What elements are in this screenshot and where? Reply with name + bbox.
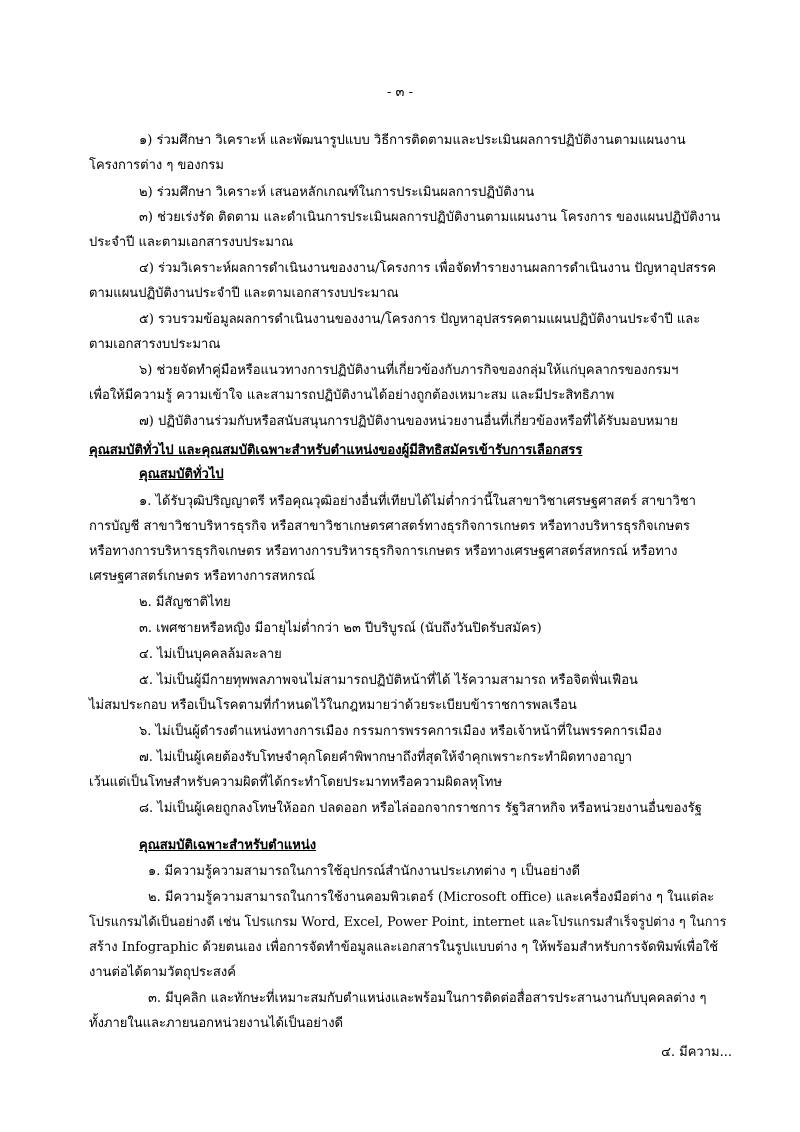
general-4: ๔. ไม่เป็นบุคคลล้มละลาย: [139, 647, 282, 662]
general-8: ๘. ไม่เป็นผู้เคยถูกลงโทษให้ออก ปลดออก หรือไล่ออกจากราชการ รัฐวิสาหกิจ หรือหน่วยงานอื่นของรัฐ: [139, 801, 702, 816]
general-5-line-1: ๕. ไม่เป็นผู้มีกายทุพพลภาพจนไม่สามารถปฏิบัติหน้าที่ได้ ไร้ความสามารถ หรือจิตฟั่นเฟือน: [139, 673, 638, 688]
duty-3-line-1: ๓) ช่วยเร่งรัด ติดตาม และดำเนินการประเมินผลการปฏิบัติงานตามแผนงาน โครงการ ของแผนปฏิบัติงาน: [139, 210, 721, 225]
duty-1-line-1: ๑) ร่วมศึกษา วิเคราะห์ และพัฒนารูปแบบ วิธีการติดตามและประเมินผลการปฏิบัติงานตามแผนงาน: [139, 133, 686, 148]
duty-6-line-2: เพื่อให้มีความรู้ ความเข้าใจ และสามารถปฏิบัติงานได้อย่างถูกต้องเหมาะสม และมีประสิทธิภาพ: [89, 388, 615, 403]
general-2: ๒. มีสัญชาติไทย: [139, 595, 231, 610]
general-1-line-3: หรือทางการบริหารธุรกิจเกษตร หรือทางการบริหารธุรกิจการเกษตร หรือทางเศรษฐศาสตร์สหกรณ์ หรือทาง: [89, 544, 678, 559]
general-qualifications-heading: คุณสมบัติทั่วไป: [139, 467, 224, 482]
duty-6-line-1: ๖) ช่วยจัดทำคู่มือหรือแนวทางการปฏิบัติงานที่เกี่ยวข้องกับภารกิจของกลุ่มให้แก่บุคลากรของกรมฯ: [139, 363, 679, 378]
duty-3-line-2: ประจำปี และตามเอกสารงบประมาณ: [89, 235, 294, 250]
general-1-line-4: เศรษฐศาสตร์เกษตร หรือทางการสหกรณ์: [89, 569, 315, 584]
specific-3-line-1: ๓. มีบุคลิก และทักษะที่เหมาะสมกับตำแหน่งและพร้อมในการติดต่อสื่อสารประสานงานกับบุคคลต่าง ๆ: [148, 991, 707, 1006]
general-1-line-1: ๑. ได้รับวุฒิปริญญาตรี หรือคุณวุฒิอย่างอื่นที่เทียบได้ไม่ต่ำกว่านี้ในสาขาวิชาเศรษฐศาสตร์ สาขาวิชา: [139, 494, 696, 509]
specific-qualifications-heading: คุณสมบัติเฉพาะสำหรับตำแหน่ง: [139, 838, 317, 853]
duty-1-line-2: โครงการต่าง ๆ ของกรม: [89, 158, 224, 173]
general-3: ๓. เพศชายหรือหญิง มีอายุไม่ต่ำกว่า ๒๓ ปีบริบูรณ์ (นับถึงวันปิดรับสมัคร): [139, 621, 542, 636]
specific-2-line-3: สร้าง Infographic ด้วยตนเอง เพื่อการจัดทำข้อมูลและเอกสารในรูปแบบต่าง ๆ ให้พร้อมสำหรับการจัดพิมพ์เพื่อใช้: [89, 940, 719, 955]
general-1-line-2: การบัญชี สาขาวิชาบริหารธุรกิจ หรือสาขาวิชาเกษตรศาสตร์ทางธุรกิจการเกษตร หรือทางบริหารธุรกิจเกษตร: [89, 519, 690, 534]
duty-4-line-1: ๔) ร่วมวิเคราะห์ผลการดำเนินงานของงาน/โครงการ เพื่อจัดทำรายงานผลการดำเนินงาน ปัญหาอุปสรรค: [139, 261, 717, 276]
duty-4-line-2: ตามแผนปฏิบัติงานประจำปี และตามเอกสารงบประมาณ: [89, 286, 399, 301]
footer-continuation: ๔. มีความ...: [661, 1045, 732, 1060]
duty-5-line-2: ตามเอกสารงบประมาณ: [89, 337, 221, 352]
specific-3-line-2: ทั้งภายในและภายนอกหน่วยงานได้เป็นอย่างดี: [89, 1016, 344, 1031]
general-5-line-2: ไม่สมประกอบ หรือเป็นโรคตามที่กำหนดไว้ในกฎหมายว่าด้วยระเบียบข้าราชการพลเรือน: [89, 698, 577, 713]
qualifications-section-heading: คุณสมบัติทั่วไป และคุณสมบัติเฉพาะสำหรับตำแหน่งของผู้มีสิทธิสมัครเข้ารับการเลือกสรร: [89, 443, 583, 458]
specific-2-line-1: ๒. มีความรู้ความสามารถในการใช้งานคอมพิวเตอร์ (Microsoft office) และเครื่องมือต่าง ๆ ในแต่ละ: [148, 890, 715, 905]
general-7-line-2: เว้นแต่เป็นโทษสำหรับความผิดที่ได้กระทำโดยประมาทหรือความผิดลหุโทษ: [89, 775, 503, 790]
duty-5-line-1: ๕) รวบรวมข้อมูลผลการดำเนินงานของงาน/โครงการ ปัญหาอุปสรรคตามแผนปฏิบัติงานประจำปี และ: [139, 312, 701, 327]
page-number: - ๓ -: [387, 85, 413, 100]
specific-1: ๑. มีความรู้ความสามารถในการใช้อุปกรณ์สำนักงานประเภทต่าง ๆ เป็นอย่างดี: [148, 864, 581, 879]
specific-2-line-2: โปรแกรมได้เป็นอย่างดี เช่น โปรแกรม Word, Excel, Power Point, internet และโปรแกรมสำเร็จรูปต่าง ๆ ในการ: [89, 915, 727, 930]
general-6: ๖. ไม่เป็นผู้ดำรงตำแหน่งทางการเมือง กรรมการพรรคการเมือง หรือเจ้าหน้าที่ในพรรคการเมือง: [139, 724, 662, 739]
general-7-line-1: ๗. ไม่เป็นผู้เคยต้องรับโทษจำคุกโดยคำพิพากษาถึงที่สุดให้จำคุกเพราะกระทำผิดทางอาญา: [139, 750, 633, 765]
specific-2-line-4: งานต่อได้ตามวัตถุประสงค์: [89, 965, 236, 980]
duty-2-line-1: ๒) ร่วมศึกษา วิเคราะห์ เสนอหลักเกณฑ์ในการประเมินผลการปฏิบัติงาน: [139, 185, 535, 200]
duty-7-line-1: ๗) ปฏิบัติงานร่วมกับหรือสนับสนุนการปฏิบัติงานของหน่วยงานอื่นที่เกี่ยวข้องหรือที่ได้รับมอบหมาย: [139, 414, 678, 429]
